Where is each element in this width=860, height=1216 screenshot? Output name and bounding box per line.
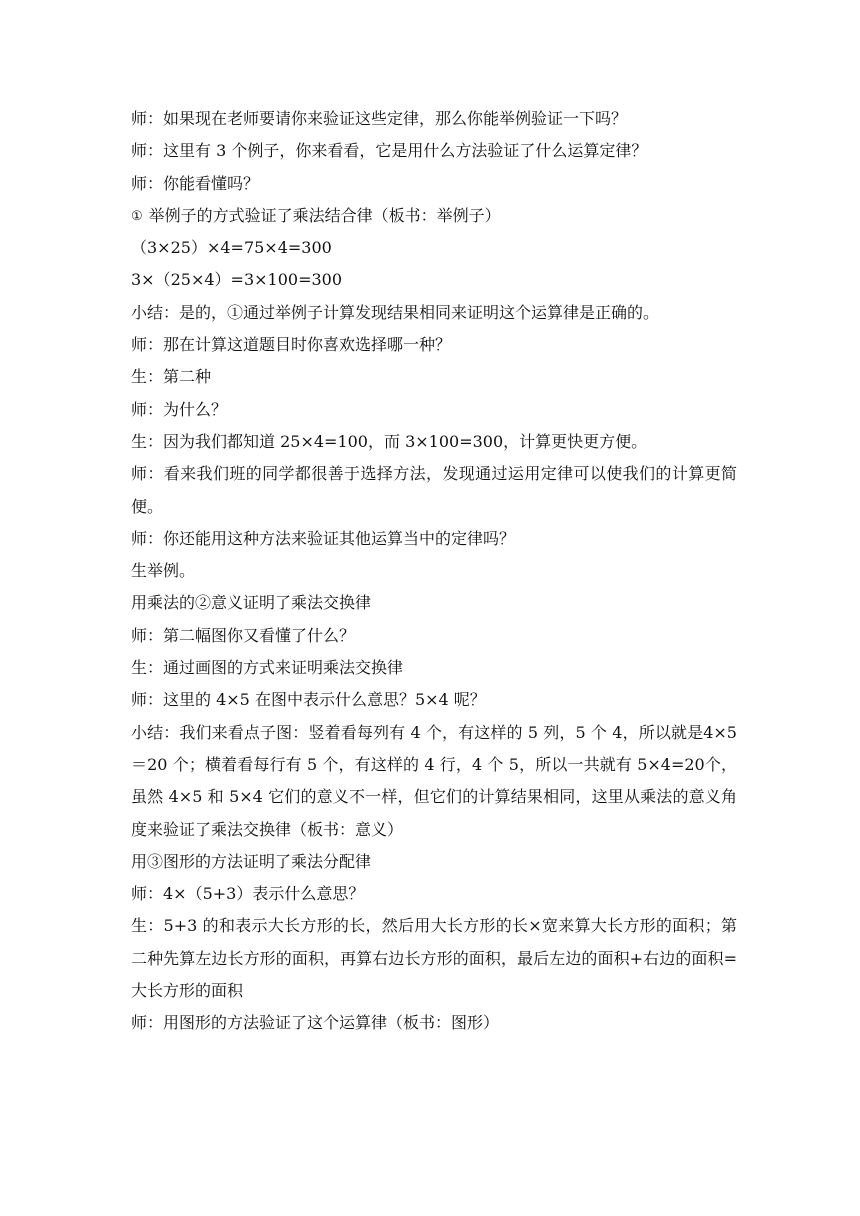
text-line: 师：你还能用这种方法来验证其他运算当中的定律吗？ [131, 528, 516, 548]
text-line: 生：因为我们都知道 25×4=100，而 3×100=300，计算更快更方便。 [131, 431, 648, 451]
text-line: 生：通过画图的方式来证明乘法交换律 [131, 658, 404, 678]
text-line: 师：如果现在老师要请你来验证这些定律，那么你能举例验证一下吗？ [131, 109, 628, 128]
equation-line: 3×（25×4）=3×100=300 [131, 270, 343, 290]
text-paragraph: 小结：我们来看点子图：竖着看每列有 4 个，有这样的 5 列，5 个 4，所以就是4×5＝20 个；横着看每行有 5 个，有这样的 4 行，4 个 5，所以一共就有 5×4=20个，虽然 4×5 和 5×4 它们的意义不一样，但它们的计算结果相同，这里从乘法的意义角度来验证了乘法交换律（板书：意义） [131, 722, 737, 839]
text-line: 用乘法的②意义证明了乘法交换律 [131, 593, 372, 613]
text-line: 师：为什么？ [131, 399, 228, 419]
text-line: 师：你能看懂吗？ [131, 173, 260, 193]
item-number-marker: ① [131, 208, 143, 224]
text-paragraph: 生：5+3 的和表示大长方形的长，然后用大长方形的长×宽来算大长方形的面积；第二种先算左边长方形的面积，再算右边长方形的面积，最后左边的面积+右边的面积=大长方形的面积 [131, 916, 737, 1001]
text-line: 用③图形的方法证明了乘法分配律 [131, 851, 372, 871]
text-line: 师：4×（5+3）表示什么意思？ [131, 884, 365, 904]
text-line: 小结：是的，①通过举例子计算发现结果相同来证明这个运算律是正确的。 [131, 302, 660, 322]
document-body [131, 103, 737, 1040]
item-text: 举例子的方式验证了乘法结合律（板书：举例子） [148, 205, 501, 225]
text-line: 师：这里有 3 个例子，你来看看，它是用什么方法验证了什么运算定律？ [131, 141, 648, 161]
text-line: 生：第二种 [131, 367, 212, 387]
numbered-item [131, 200, 737, 232]
text-line: 师：那在计算这道题目时你喜欢选择哪一种？ [131, 335, 452, 355]
text-line: 生举例。 [131, 561, 196, 581]
text-line: 师：这里的 4×5 在图中表示什么意思？5×4 呢？ [131, 690, 486, 710]
text-line: 师：第二幅图你又看懂了什么？ [131, 625, 356, 645]
text-line: 师：用图形的方法验证了这个运算律（板书：图形） [131, 1013, 500, 1033]
text-paragraph: 师：看来我们班的同学都很善于选择方法，发现通过运用定律可以使我们的计算更简便。 [131, 464, 737, 516]
equation-line: （3×25）×4=75×4=300 [131, 238, 332, 258]
